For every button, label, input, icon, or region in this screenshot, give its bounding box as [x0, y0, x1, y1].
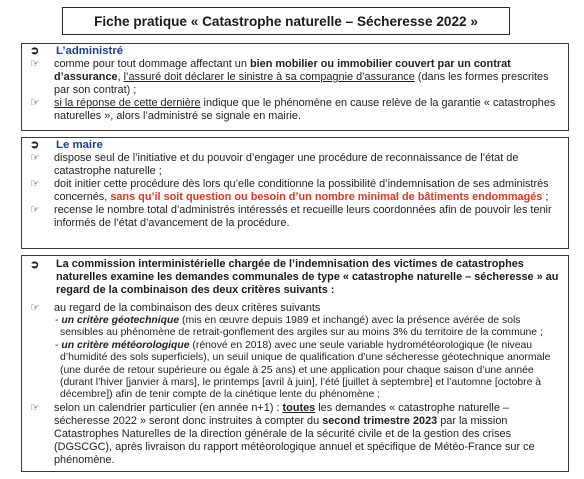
bullet-text: recense le nombre total d’administrés intéressés et recueille leurs coordonnées afin de pouvoir les tenir informés de l’état d’avancement de la procédure. — [54, 204, 552, 229]
heading-maire: Le maire — [56, 139, 103, 151]
heading-commission: La commission interministérielle chargée de l’indemnisation des victimes de catastrophes naturelles examine les demandes communales de type « catastrophe naturelle – sécheresse » au regard de la combinaison des deux critères suivants : — [56, 258, 559, 296]
bullet-assurance — [22, 58, 568, 97]
critere-meteorologique: - un critère météorologique (rénové en 2018) avec une seule variable hydrométéorologique (le niveau d’humidité des sols superficiels), un seuil unique de qualification d’une sécheresse géotechnique anormale (une durée de retour supérieure ou égale à 25 ans) et une application pour chaque saison d’une année (durant l’hiver [janvier à mars], le printemps [avril à juin], l’été [juillet à septembre] et l’automne [octobre à décembre]) afin de tenir compte de la cinétique lente du phénomène ; — [55, 339, 551, 401]
section-heading — [22, 256, 568, 297]
pointing-hand-icon: ☞ — [30, 152, 40, 164]
bullet-text: doit initier cette procédure dès lors qu’elle conditionne la possibilité d’indemnisation de ses administrés concernés, sans qu’il soit question ou besoin d’un nombre minimal de bâtiments endommagés ; — [54, 178, 549, 203]
pointing-hand-icon: ☞ — [30, 97, 40, 109]
bullet-text: comme pour tout dommage affectant un bien mobilier ou immobilier couvert par un contrat d’assurance, l’assuré doit déclarer le sinistre à sa compagnie d’assurance (dans les formes prescrites par son contrat) ; — [54, 58, 549, 96]
section-maire — [21, 137, 569, 249]
pointing-hand-icon: ☞ — [30, 204, 40, 216]
pointing-hand-icon: ☞ — [30, 302, 40, 314]
bullet-criteres — [22, 302, 568, 315]
bullet-text: selon un calendrier particulier (en année n+1) : toutes les demandes « catastrophe naturelle – sécheresse 2022 » seront donc instruites à compter du second trimestre 2023 par la mission Catastrophes Naturelles de la direction générale de la sécurité civile et de la gestion des crises (DGSCGC), après livraison du rapport météorologique annuel et spécifique de Météo-France sur ce phénomène. — [54, 401, 535, 466]
pointing-hand-icon: ☞ — [30, 401, 40, 414]
bullet-text: dispose seul de l’initiative et du pouvoir d’engager une procédure de reconnaissance de l’état de catastrophe naturelle ; — [54, 152, 519, 177]
bullet-text: au regard de la combinaison des deux critères suivants — [54, 302, 321, 314]
critere-geotechnique: - un critère géotechnique (mis en œuvre depuis 1989 et inchangé) avec la présence avérée de sols sensibles au phénomène de retrait-gonflement des argiles sur au moins 3% du territoire de la commune ; — [55, 315, 543, 339]
section-commission — [21, 255, 569, 472]
pointing-hand-icon: ☞ — [30, 178, 40, 190]
page-title: Fiche pratique « Catastrophe naturelle – Sécheresse 2022 » — [62, 7, 510, 35]
bullet-initiative — [22, 152, 568, 178]
bullet-recense — [22, 204, 568, 230]
hook-arrow-icon: ➲ — [30, 45, 40, 57]
section-heading — [22, 44, 568, 58]
bullet-text: si la réponse de cette dernière indique que le phénomène en cause relève de la garantie « catastrophes naturelles », alors l’administré se signale en mairie. — [54, 97, 556, 122]
section-heading — [22, 138, 568, 152]
hook-arrow-icon: ➲ — [30, 139, 40, 151]
bullet-procedure — [22, 178, 568, 204]
pointing-hand-icon: ☞ — [30, 58, 40, 70]
section-administre — [21, 43, 569, 131]
bullet-calendrier — [22, 402, 568, 467]
heading-administre: L’administré — [56, 45, 124, 57]
bullet-reponse — [22, 97, 568, 123]
hook-arrow-icon: ➲ — [30, 259, 40, 271]
